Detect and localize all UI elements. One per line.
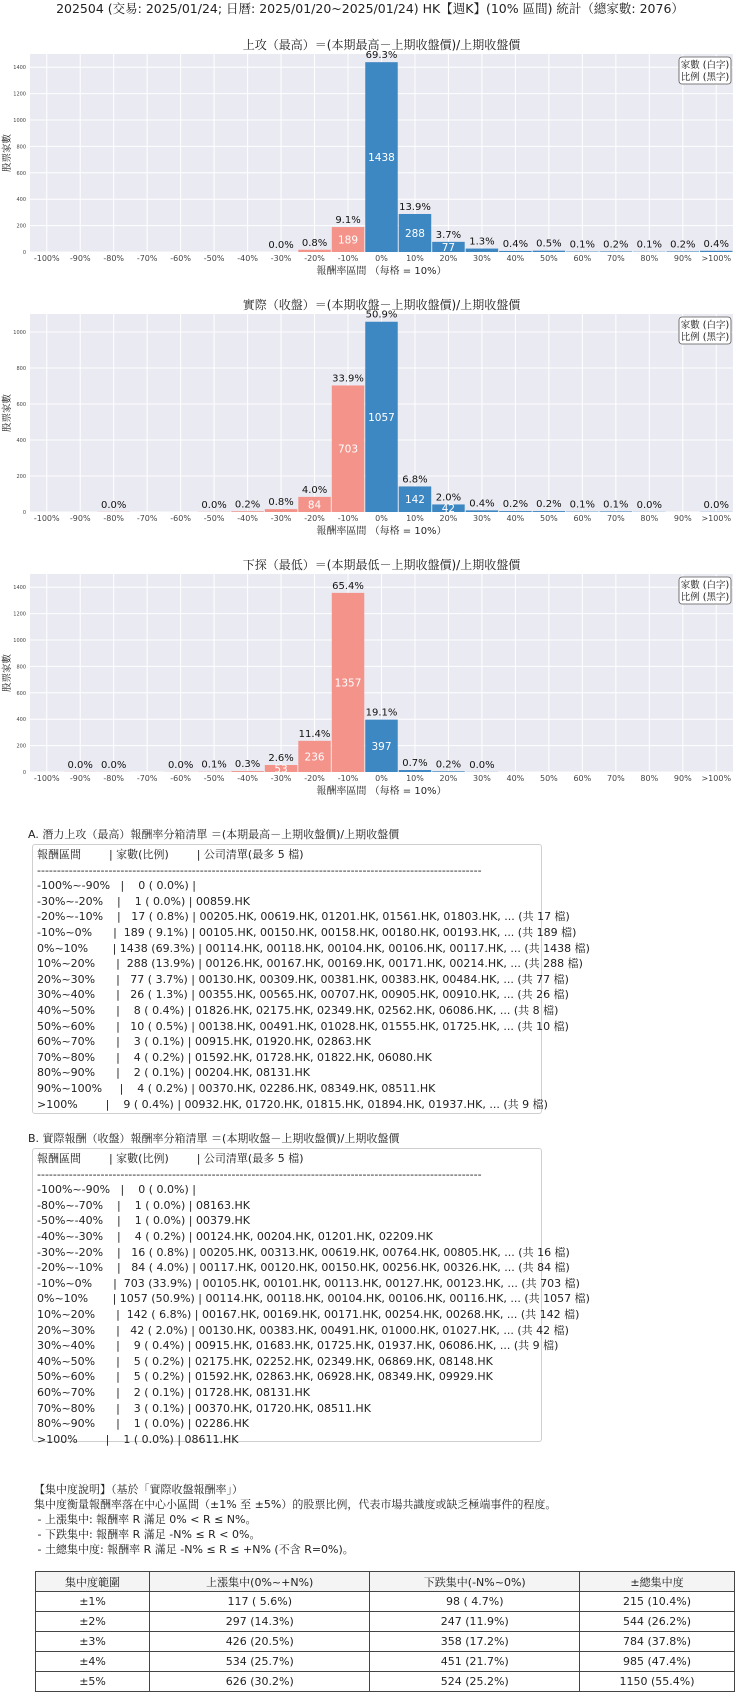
table-cell: 297 (14.3%) [150,1612,370,1632]
x-tick-label: 10% [406,774,424,783]
y-tick-label: 200 [16,474,26,480]
percent-label: 0.5% [536,239,561,250]
y-tick-label: 0 [23,250,26,256]
x-tick-label: 10% [406,254,424,263]
y-axis-label: 股票家數 [1,654,13,693]
list-item: 80%~90% | 2 ( 0.1%) | 00204.HK, 08131.HK [33,1065,541,1081]
x-tick-label: -80% [103,774,124,783]
x-tick-label: 60% [573,774,591,783]
legend-line: 家數 (白字) [681,59,729,71]
legend-line: 比例 (黑字) [681,331,729,343]
list-item: -10%~0% | 703 (33.9%) | 00105.HK, 00101.HK, 00113.HK, 00127.HK, 00123.HK, ... (共 703 檔) [33,1276,541,1292]
x-tick-label: 10% [406,514,424,523]
x-tick-label: -50% [204,774,225,783]
x-tick-label: 50% [540,514,558,523]
table-cell: 534 (25.7%) [150,1652,370,1672]
bar [600,511,632,512]
list-item: 20%~30% | 77 ( 3.7%) | 00130.HK, 00309.HK, 00381.HK, 00383.HK, 00484.HK, ... (共 77 檔) [33,972,541,988]
list-item: 40%~50% | 5 ( 0.2%) | 02175.HK, 02252.HK, 02349.HK, 06869.HK, 08148.HK [33,1354,541,1370]
count-label: 236 [305,751,325,763]
percent-label: 0.2% [670,239,695,250]
percent-label: 0.2% [536,499,561,510]
x-tick-label: -30% [271,514,292,523]
y-tick-label: 800 [16,664,26,670]
list-item: 90%~100% | 4 ( 0.2%) | 00370.HK, 02286.HK, 08349.HK, 08511.HK [33,1081,541,1097]
chart-low [0,556,740,808]
x-tick-label: 70% [607,514,625,523]
page-title: 202504 (交易: 2025/01/24; 日曆: 2025/01/20~2025/01/24) HK【週K】(10% 區間) 統計（總家數: 2076） [0,0,740,18]
percent-label: 0.2% [503,499,528,510]
percent-label: 0.2% [603,239,628,250]
list-item: 20%~30% | 42 ( 2.0%) | 00130.HK, 00383.HK, 00491.HK, 01000.HK, 01027.HK, ... (共 42 檔) [33,1323,541,1339]
y-tick-label: 1200 [13,612,26,618]
x-tick-label: -10% [338,774,359,783]
y-tick-label: 1200 [13,92,26,98]
y-tick-label: 200 [16,744,26,750]
percent-label: 69.3% [366,50,398,61]
percent-label: 0.1% [603,499,628,510]
percent-label: 0.8% [268,497,293,508]
legend-line: 家數 (白字) [681,319,729,331]
percent-label: 11.4% [299,729,331,740]
list-item: -30%~-20% | 16 ( 0.8%) | 00205.HK, 00313.HK, 00619.HK, 00764.HK, 00805.HK, ... (共 16 檔) [33,1245,541,1261]
x-tick-label: 50% [540,774,558,783]
y-tick-label: 1400 [13,65,26,71]
x-tick-label: 90% [674,774,692,783]
y-tick-label: 200 [16,224,26,230]
table-row [36,1632,735,1652]
list-item: 80%~90% | 1 ( 0.0%) | 02286.HK [33,1416,541,1432]
y-tick-label: 400 [16,438,26,444]
x-tick-label: -20% [304,514,325,523]
legend-box [679,317,731,344]
x-tick-label: 30% [473,254,491,263]
percent-label: 0.4% [469,498,494,509]
percent-label: 0.0% [637,500,662,511]
list-item: -80%~-70% | 1 ( 0.0%) | 08163.HK [33,1198,541,1214]
bar [265,509,297,512]
list-item: -100%~-90% | 0 ( 0.0%) | [33,1182,541,1198]
x-tick-label: -20% [304,254,325,263]
percent-label: 0.0% [201,500,226,511]
table-cell: 1150 (55.4%) [580,1672,735,1692]
x-tick-label: 60% [573,254,591,263]
x-tick-label: -70% [137,514,158,523]
list-item: 10%~20% | 288 (13.9%) | 00126.HK, 00167.HK, 00169.HK, 00171.HK, 00214.HK, ... (共 288 檔) [33,956,541,972]
x-tick-label: 20% [440,254,458,263]
bar [298,250,330,252]
x-tick-label: 70% [607,254,625,263]
list-item: 10%~20% | 142 ( 6.8%) | 00167.HK, 00169.HK, 00171.HK, 00254.HK, 00268.HK, ... (共 142 檔) [33,1307,541,1323]
x-tick-label: 90% [674,514,692,523]
percent-label: 0.4% [704,239,729,250]
table-cell: 784 (37.8%) [580,1632,735,1652]
list-header: 報酬區間 | 家數(比例) | 公司清單(最多 5 檔) [33,1151,541,1167]
list-item: -30%~-20% | 1 ( 0.0%) | 00859.HK [33,894,541,910]
legend-box [679,57,731,84]
section-a-title: A. 潛力上攻（最高）報酬率分箱清單 ＝(本期最高－上期收盤價)/上期收盤價 [28,826,399,842]
percent-label: 65.4% [332,581,364,592]
percent-label: 0.2% [235,499,260,510]
x-tick-label: -100% [34,254,60,263]
percent-label: 33.9% [332,373,364,384]
section-a-list [32,844,542,1114]
percent-label: 0.1% [637,240,662,251]
bar [700,251,732,252]
x-tick-label: 70% [607,774,625,783]
x-tick-label: -60% [170,774,191,783]
percent-label: 6.8% [402,474,427,485]
bar [533,251,565,252]
percent-label: 0.0% [168,760,193,771]
list-item: 0%~10% | 1438 (69.3%) | 00114.HK, 00118.HK, 00104.HK, 00106.HK, 00117.HK, ... (共 1438 檔) [33,941,541,957]
x-tick-label: -10% [338,254,359,263]
list-item: 70%~80% | 3 ( 0.1%) | 00370.HK, 01720.HK, 08511.HK [33,1401,541,1417]
percent-label: 19.1% [366,708,398,719]
x-tick-label: 90% [674,254,692,263]
chart-high [0,36,740,288]
list-item: -20%~-10% | 84 ( 4.0%) | 00117.HK, 00120.HK, 00150.HK, 00256.HK, 00326.HK, ... (共 84 檔) [33,1260,541,1276]
percent-label: 0.1% [201,760,226,771]
percent-label: 0.1% [570,500,595,511]
list-item: -10%~0% | 189 ( 9.1%) | 00105.HK, 00150.HK, 00158.HK, 00180.HK, 00193.HK, ... (共 189 檔) [33,925,541,941]
x-tick-label: 80% [640,514,658,523]
concentration-line: - 下跌集中: 報酬率 R 滿足 -N% ≤ R < 0%。 [34,1527,556,1542]
percent-label: 0.0% [469,760,494,771]
list-divider: ---------------------------------------------------------------------------------------------------------------- [33,1167,537,1183]
y-tick-label: 1000 [13,330,26,336]
table-cell: ±2% [36,1612,150,1632]
list-item: >100% | 9 ( 0.4%) | 00932.HK, 01720.HK, 01815.HK, 01894.HK, 01937.HK, ... (共 9 檔) [33,1097,541,1113]
table-cell: ±3% [36,1632,150,1652]
list-header: 報酬區間 | 家數(比例) | 公司清單(最多 5 檔) [33,847,541,863]
percent-label: 0.2% [436,759,461,770]
percent-label: 0.0% [68,760,93,771]
x-tick-label: -80% [103,514,124,523]
x-tick-label: -90% [70,774,91,783]
x-tick-label: -100% [34,514,60,523]
percent-label: 0.3% [235,759,260,770]
list-item: 40%~50% | 8 ( 0.4%) | 01826.HK, 02175.HK, 02349.HK, 02562.HK, 06086.HK, ... (共 8 檔) [33,1003,541,1019]
table-cell: 247 (11.9%) [370,1612,580,1632]
bar [432,771,464,772]
table-header-cell: 集中度範圍 [36,1572,150,1592]
legend-line: 比例 (黑字) [681,71,729,83]
percent-label: 9.1% [335,215,360,226]
x-tick-label: 50% [540,254,558,263]
chart-title: 下探（最低）＝(本期最低－上期收盤價)/上期收盤價 [243,557,521,572]
table-cell: ±5% [36,1672,150,1692]
x-tick-label: -30% [271,774,292,783]
x-tick-label: -30% [271,254,292,263]
y-tick-label: 0 [23,510,26,516]
bar [533,511,565,512]
table-cell: ±4% [36,1652,150,1672]
table-row [36,1592,735,1612]
section-b-title: B. 實際報酬（收盤）報酬率分箱清單 ＝(本期收盤－上期收盤價)/上期收盤價 [28,1130,399,1146]
table-cell: 451 (21.7%) [370,1652,580,1672]
bar [499,251,531,252]
list-item: 0%~10% | 1057 (50.9%) | 00114.HK, 00118.HK, 00104.HK, 00106.HK, 00116.HK, ... (共 1057 檔) [33,1291,541,1307]
table-cell: 626 (30.2%) [150,1672,370,1692]
count-label: 84 [308,499,322,511]
chart-close [0,296,740,548]
list-item: -50%~-40% | 1 ( 0.0%) | 00379.HK [33,1213,541,1229]
x-tick-label: 40% [507,254,525,263]
list-divider: ---------------------------------------------------------------------------------------------------------------- [33,863,537,879]
x-tick-label: 20% [440,774,458,783]
percent-label: 3.7% [436,230,461,241]
x-axis-label: 報酬率區間 （每格 = 10%） [316,524,446,537]
count-label: 53 [274,764,287,776]
y-tick-label: 1400 [13,585,26,591]
list-item: 70%~80% | 4 ( 0.2%) | 01592.HK, 01728.HK, 01822.HK, 06080.HK [33,1050,541,1066]
list-item: 50%~60% | 10 ( 0.5%) | 00138.HK, 00491.HK, 01028.HK, 01555.HK, 01725.HK, ... (共 10 檔) [33,1019,541,1035]
x-tick-label: >100% [701,774,731,783]
chart-title: 上攻（最高）＝(本期最高－上期收盤價)/上期收盤價 [243,37,521,52]
list-item: 60%~70% | 2 ( 0.1%) | 01728.HK, 08131.HK [33,1385,541,1401]
table-header-cell: 上漲集中(0%~+N%) [150,1572,370,1592]
percent-label: 0.0% [704,500,729,511]
table-cell: 544 (26.2%) [580,1612,735,1632]
x-tick-label: -100% [34,774,60,783]
x-tick-label: -40% [237,774,258,783]
table-row [36,1652,735,1672]
legend-box [679,577,731,604]
percent-label: 2.0% [436,492,461,503]
list-item: -100%~-90% | 0 ( 0.0%) | [33,878,541,894]
bar [231,771,263,772]
x-tick-label: -20% [304,774,325,783]
concentration-note [34,1482,556,1557]
x-tick-label: -40% [237,514,258,523]
count-label: 1438 [368,152,395,164]
x-tick-label: -50% [204,514,225,523]
section-a-rows [33,878,541,1112]
section-b-rows [33,1182,541,1447]
x-tick-label: -90% [70,514,91,523]
bar [600,251,632,252]
count-label: 1357 [335,677,362,689]
table-header-cell: 下跌集中(-N%~0%) [370,1572,580,1592]
y-tick-label: 800 [16,144,26,150]
table-row [36,1672,735,1692]
x-tick-label: 80% [640,254,658,263]
list-item: 30%~40% | 26 ( 1.3%) | 00355.HK, 00565.HK, 00707.HK, 00905.HK, 00910.HK, ... (共 26 檔) [33,987,541,1003]
section-b-list [32,1148,542,1442]
count-label: 142 [405,494,425,506]
bar [667,251,699,252]
percent-label: 0.4% [503,239,528,250]
count-label: 703 [338,444,358,456]
x-tick-label: -80% [103,254,124,263]
percent-label: 4.0% [302,485,327,496]
x-tick-label: -90% [70,254,91,263]
x-tick-label: 60% [573,514,591,523]
list-item: 50%~60% | 5 ( 0.2%) | 01592.HK, 02863.HK, 06928.HK, 08349.HK, 09929.HK [33,1369,541,1385]
percent-label: 0.1% [570,240,595,251]
percent-label: 0.8% [302,238,327,249]
table-cell: 117 ( 5.6%) [150,1592,370,1612]
x-tick-label: >100% [701,254,731,263]
y-tick-label: 400 [16,717,26,723]
list-item: >100% | 1 ( 0.0%) | 08611.HK [33,1432,541,1448]
percent-label: 0.0% [101,760,126,771]
x-tick-label: -70% [137,254,158,263]
x-tick-label: 30% [473,774,491,783]
bar [466,249,498,252]
y-axis-label: 股票家數 [1,394,13,433]
percent-label: 1.3% [469,237,494,248]
count-label: 288 [405,228,425,240]
table-cell: 426 (20.5%) [150,1632,370,1652]
x-tick-label: -60% [170,254,191,263]
y-axis-label: 股票家數 [1,134,13,173]
bar [499,511,531,512]
chart-title: 實際（收盤）＝(本期收盤－上期收盤價)/上期收盤價 [243,297,521,312]
count-label: 189 [338,235,358,247]
list-item: -40%~-30% | 4 ( 0.2%) | 00124.HK, 00204.HK, 01201.HK, 02209.HK [33,1229,541,1245]
x-tick-label: >100% [701,514,731,523]
x-tick-label: 40% [507,774,525,783]
table-header-row [36,1572,735,1592]
x-tick-label: -10% [338,514,359,523]
percent-label: 13.9% [399,202,431,213]
x-tick-label: 80% [640,774,658,783]
percent-label: 50.9% [366,310,398,321]
table-cell: 524 (25.2%) [370,1672,580,1692]
count-label: 397 [371,741,391,753]
table-header-cell: ±總集中度 [580,1572,735,1592]
concentration-title: 【集中度說明】（基於「實際收盤報酬率」） [34,1482,556,1497]
x-tick-label: -60% [170,514,191,523]
percent-label: 0.0% [268,240,293,251]
concentration-table [35,1571,735,1692]
x-axis-label: 報酬率區間 （每格 = 10%） [316,784,446,797]
y-tick-label: 800 [16,366,26,372]
x-tick-label: 40% [507,514,525,523]
legend-line: 家數 (白字) [681,579,729,591]
list-item: 30%~40% | 9 ( 0.4%) | 00915.HK, 01683.HK, 01725.HK, 01937.HK, 06086.HK, ... (共 9 檔) [33,1338,541,1354]
x-tick-label: 0% [375,514,388,523]
legend-line: 比例 (黑字) [681,591,729,603]
x-tick-label: 30% [473,514,491,523]
bar [399,770,431,772]
list-item: 60%~70% | 3 ( 0.1%) | 00915.HK, 01920.HK, 02863.HK [33,1034,541,1050]
x-tick-label: -50% [204,254,225,263]
count-label: 1057 [368,412,395,424]
y-tick-label: 400 [16,197,26,203]
table-cell: 98 ( 4.7%) [370,1592,580,1612]
count-label: 77 [442,242,455,254]
bar [466,510,498,512]
bar [231,511,263,512]
percent-label: 2.6% [268,753,293,764]
list-item: -20%~-10% | 17 ( 0.8%) | 00205.HK, 00619.HK, 01201.HK, 01561.HK, 01803.HK, ... (共 17 檔) [33,909,541,925]
x-tick-label: 0% [375,774,388,783]
concentration-line: 集中度衡量報酬率落在中心小區間（±1% 至 ±5%）的股票比例，代表市場共識度或缺乏極端事件的程度。 [34,1497,556,1512]
concentration-line: - 土總集中度: 報酬率 R 滿足 -N% ≤ R ≤ +N% (不含 R=0%)。 [34,1542,556,1557]
table-cell: ±1% [36,1592,150,1612]
x-tick-label: -70% [137,774,158,783]
count-label: 42 [442,503,455,515]
percent-label: 0.7% [402,758,427,769]
x-axis-label: 報酬率區間 （每格 = 10%） [316,264,446,277]
x-tick-label: 20% [440,514,458,523]
y-tick-label: 600 [16,402,26,408]
y-tick-label: 1000 [13,638,26,644]
table-cell: 358 (17.2%) [370,1632,580,1652]
y-tick-label: 0 [23,770,26,776]
concentration-line: - 上漲集中: 報酬率 R 滿足 0% < R ≤ N%。 [34,1512,556,1527]
x-tick-label: 0% [375,254,388,263]
x-tick-label: -40% [237,254,258,263]
percent-label: 0.0% [101,500,126,511]
y-tick-label: 1000 [13,118,26,124]
table-row [36,1612,735,1632]
table-cell: 985 (47.4%) [580,1652,735,1672]
table-cell: 215 (10.4%) [580,1592,735,1612]
y-tick-label: 600 [16,171,26,177]
y-tick-label: 600 [16,691,26,697]
